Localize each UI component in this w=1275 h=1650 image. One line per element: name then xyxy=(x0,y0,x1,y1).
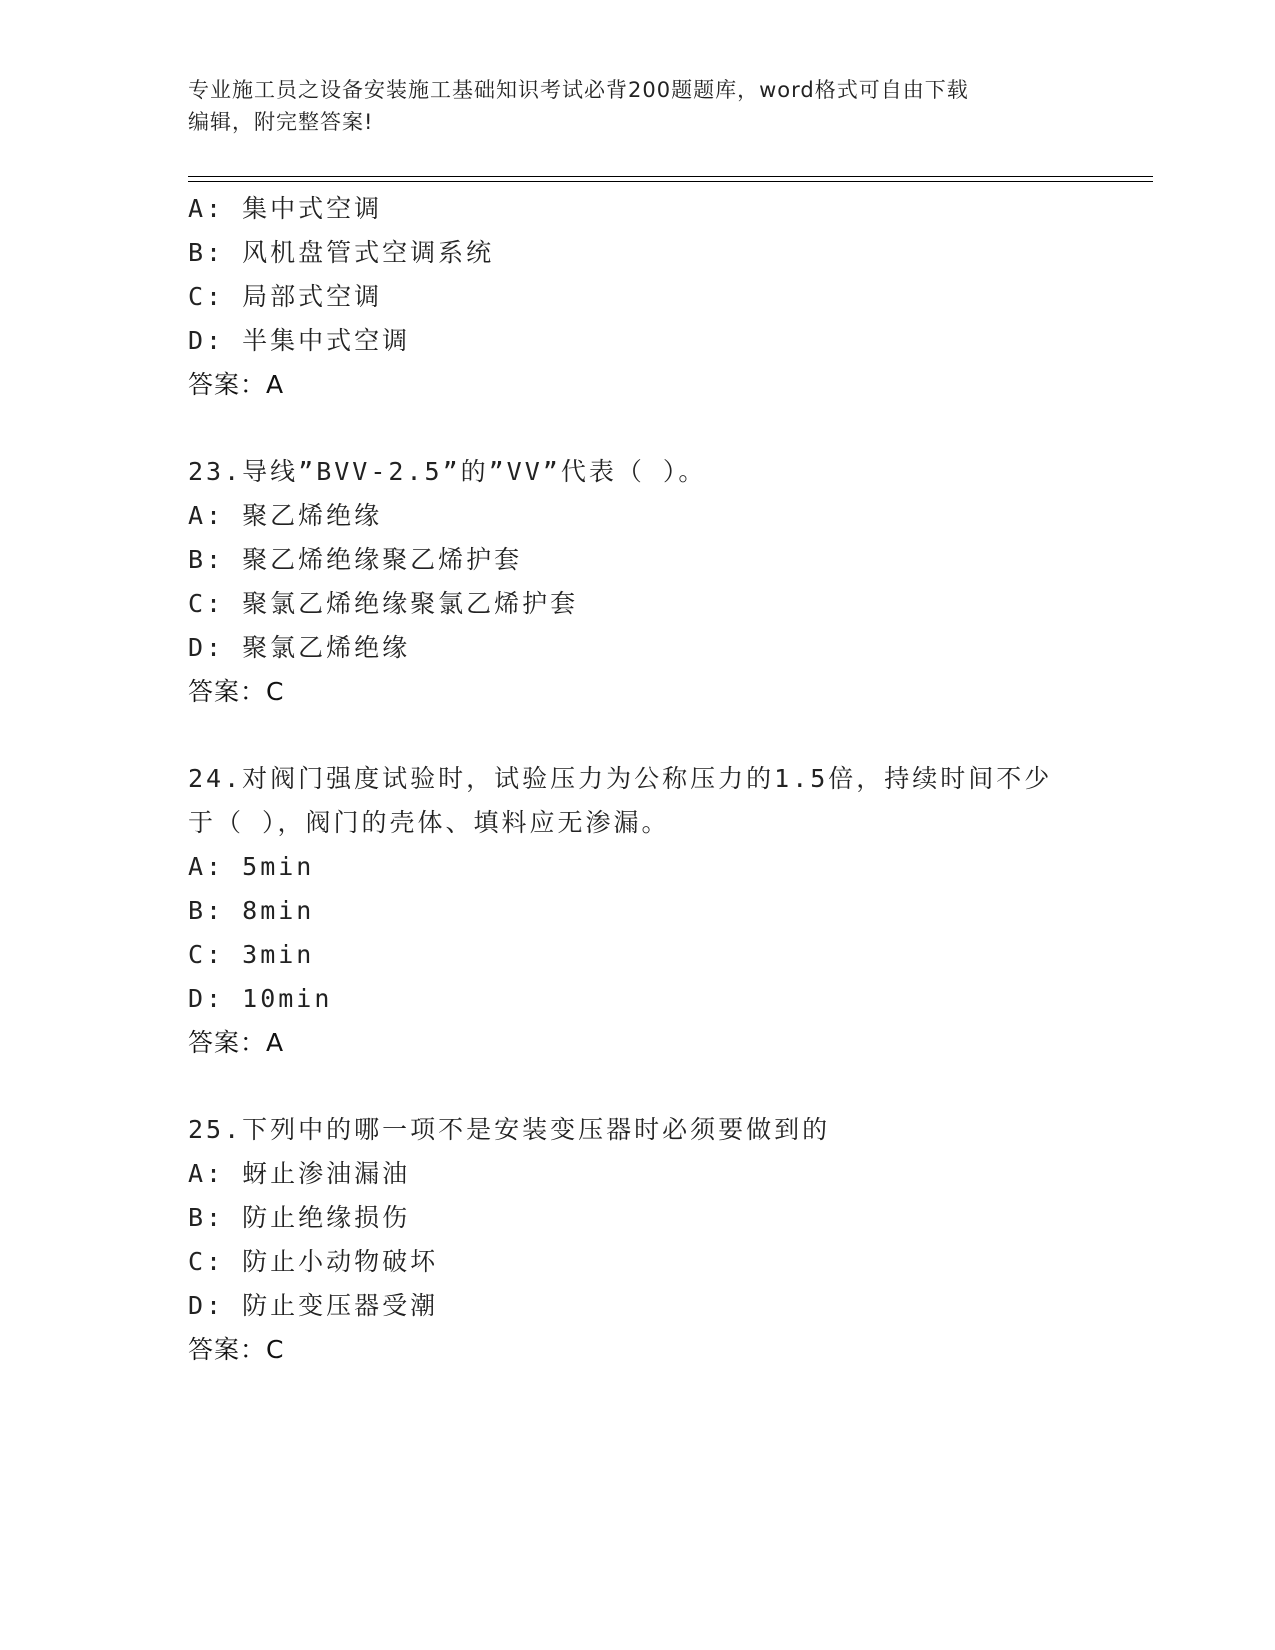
option-c: C: 聚氯乙烯绝缘聚氯乙烯护套 xyxy=(188,589,579,618)
option-d: D: 半集中式空调 xyxy=(188,326,411,355)
option-a: A: 5min xyxy=(188,852,315,881)
document-header xyxy=(188,74,1078,138)
option-d: D: 10min xyxy=(188,984,333,1013)
question-stem: 24.对阀门强度试验时，试验压力为公称压力的1.5倍，持续时间不少 xyxy=(188,764,1053,793)
option-d: D: 聚氯乙烯绝缘 xyxy=(188,633,411,662)
option-a: A: 集中式空调 xyxy=(188,194,383,223)
header-divider-top xyxy=(188,176,1153,177)
header-divider-bottom xyxy=(188,181,1153,182)
question-stem-continued: 于（ ），阀门的壳体、填料应无渗漏。 xyxy=(188,808,670,837)
option-b: B: 聚乙烯绝缘聚乙烯护套 xyxy=(188,545,523,574)
option-d: D: 防止变压器受潮 xyxy=(188,1291,439,1320)
answer: 答案：C xyxy=(188,677,285,706)
option-b: B: 防止绝缘损伤 xyxy=(188,1203,411,1232)
question-stem: 25.下列中的哪一项不是安装变压器时必须要做到的 xyxy=(188,1115,831,1144)
option-c: C: 3min xyxy=(188,940,315,969)
answer: 答案：A xyxy=(188,370,285,399)
option-b: B: 8min xyxy=(188,896,315,925)
option-a: A: 聚乙烯绝缘 xyxy=(188,501,383,530)
answer: 答案：C xyxy=(188,1335,285,1364)
option-b: B: 风机盘管式空调系统 xyxy=(188,238,495,267)
option-c: C: 局部式空调 xyxy=(188,282,383,311)
header-line-2: 编辑，附完整答案! xyxy=(188,110,374,134)
answer: 答案：A xyxy=(188,1028,285,1057)
option-c: C: 防止小动物破坏 xyxy=(188,1247,439,1276)
option-a: A: 蚜止渗油漏油 xyxy=(188,1159,411,1188)
question-stem: 23.导线”BVV-2.5”的”VV”代表（ ）。 xyxy=(188,457,707,486)
header-line-1: 专业施工员之设备安装施工基础知识考试必背200题题库，word格式可自由下载 xyxy=(188,78,969,102)
